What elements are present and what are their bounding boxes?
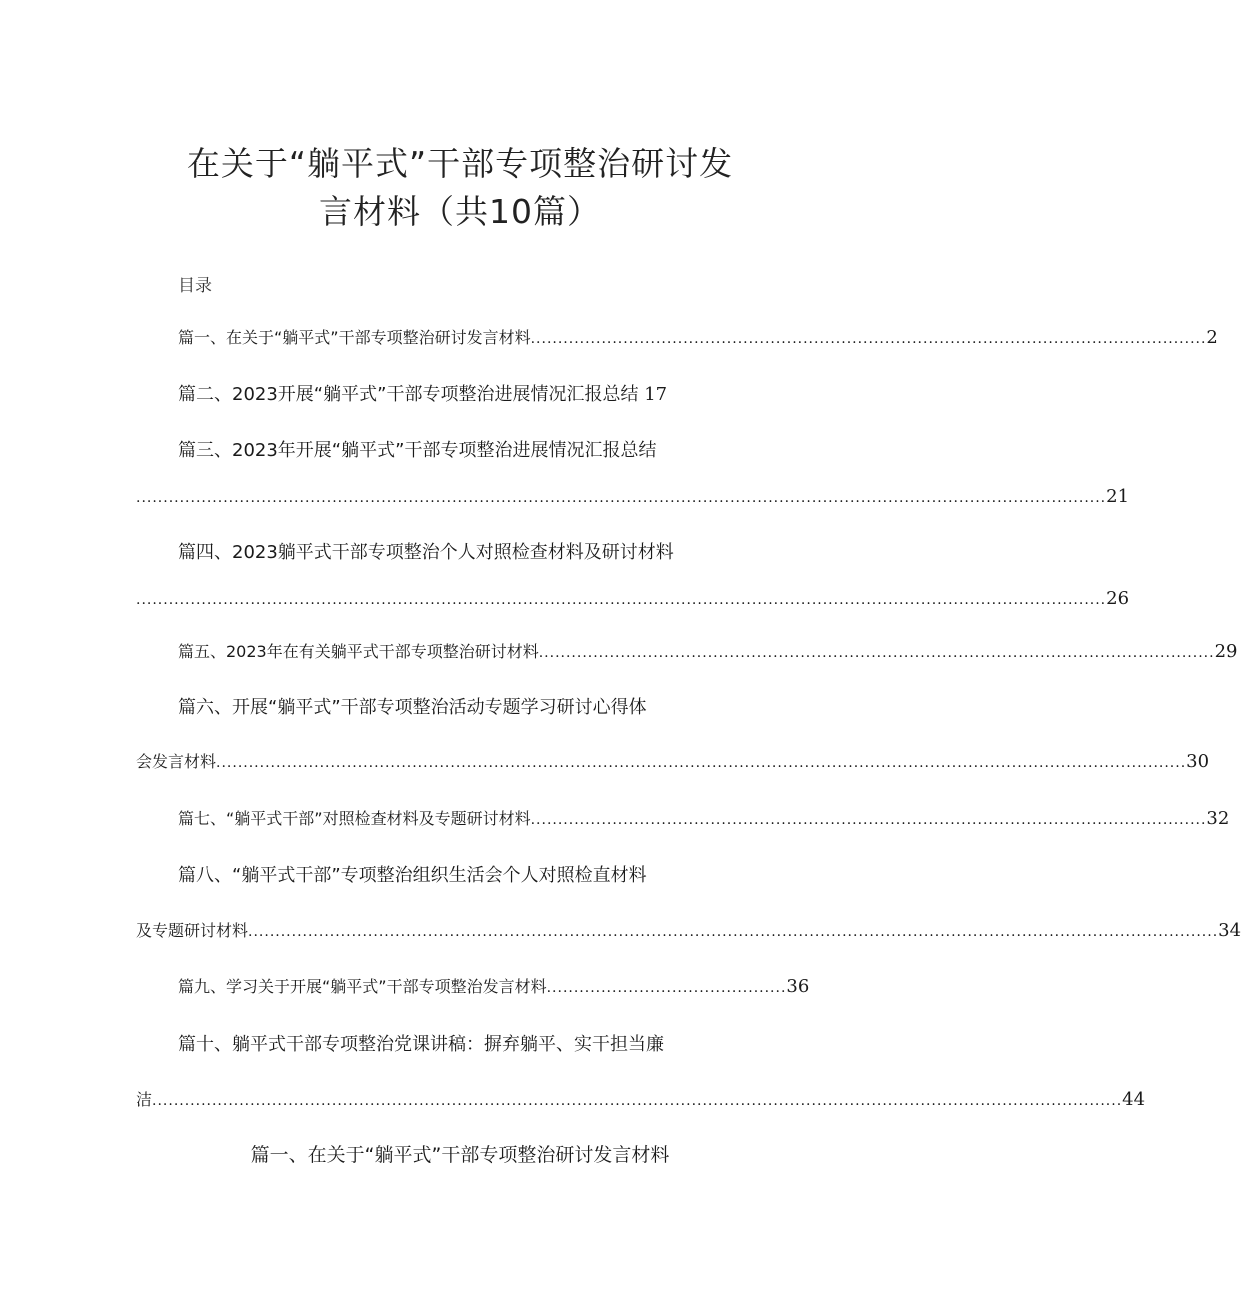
toc-page-number: 44 [1122, 1089, 1146, 1110]
section-title: 篇一、在关于“躺平式”干部专项整治研讨发言材料 [250, 1144, 670, 1166]
toc-entry-5[interactable] [178, 639, 1238, 662]
toc-entry-10-leader-row[interactable] [136, 1087, 1146, 1110]
toc-entry-text: 会发言材料 [136, 752, 217, 771]
toc-entry-text: 及专题研讨材料 [136, 921, 249, 940]
toc-entry-text: 洁 [136, 1090, 153, 1109]
toc-entry-3-leader-row[interactable] [136, 486, 1130, 507]
toc-leader: ............................................................................................................................ [530, 331, 1207, 347]
toc-entry-4-leader-row[interactable] [136, 588, 1130, 609]
toc-leader: ............................................................................................................................ [538, 645, 1215, 661]
toc-entry-text: 篇二、2023开展“躺平式”干部专项整治进展情况汇报总结 [178, 384, 639, 405]
toc-entry-2[interactable] [178, 380, 667, 406]
toc-entry-3-text[interactable]: 篇三、2023年开展“躺平式”干部专项整治进展情况汇报总结 [178, 440, 657, 461]
toc-page-number: 17 [644, 384, 668, 405]
toc-page-number: 21 [1106, 486, 1130, 507]
toc-entry-6-text[interactable]: 篇六、开展“躺平式”干部专项整治活动专题学习研讨心得体 [178, 697, 647, 718]
toc-leader: .................................................................................................................................................................................. [152, 1093, 1123, 1109]
toc-entry-9[interactable] [178, 974, 810, 997]
toc-leader: ............................................ [546, 980, 787, 996]
toc-page-number: 34 [1218, 920, 1241, 941]
toc-entry-8-leader-row[interactable] [136, 918, 1241, 941]
toc-page-number: 26 [1106, 588, 1130, 609]
toc-entry-text: 篇七、“躺平式干部”对照检查材料及专题研讨材料 [178, 809, 531, 828]
toc-leader: .................................................................................................................................................................................. [136, 592, 1107, 608]
toc-entry-text: 篇一、在关于“躺平式”干部专项整治研讨发言材料 [178, 328, 531, 347]
toc-leader: .................................................................................................................................................................................. [216, 755, 1187, 771]
toc-page-number: 29 [1214, 641, 1238, 662]
toc-leader: ............................................................................................................................ [530, 812, 1207, 828]
toc-entry-7[interactable] [178, 806, 1230, 829]
toc-leader: .................................................................................................................................................................................. [248, 924, 1219, 940]
toc-entry-1[interactable] [178, 325, 1218, 348]
toc-entry-text: 篇九、学习关于开展“躺平式”干部专项整治发言材料 [178, 977, 547, 996]
toc-entry-6-leader-row[interactable] [136, 749, 1210, 772]
toc-entry-10-text[interactable]: 篇十、躺平式干部专项整治党课讲稿：摒弃躺平、实干担当廉 [178, 1034, 664, 1055]
toc-page-number: 30 [1186, 751, 1210, 772]
toc-entry-8-text[interactable]: 篇八、“躺平式干部”专项整治组织生活会个人对照检直材料 [178, 865, 647, 886]
toc-page-number: 2 [1206, 327, 1218, 348]
toc-entry-text: 篇五、2023年在有关躺平式干部专项整治研讨材料 [178, 642, 539, 661]
document-title-line-2: 言材料（共10篇） [319, 192, 601, 231]
toc-page-number: 36 [786, 976, 810, 997]
toc-heading: 目录 [178, 276, 212, 296]
toc-leader: .................................................................................................................................................................................. [136, 490, 1107, 506]
toc-entry-4-text[interactable]: 篇四、2023躺平式干部专项整治个人对照检查材料及研讨材料 [178, 542, 674, 563]
document-title-line-1: 在关于“躺平式”干部专项整治研讨发 [186, 144, 734, 183]
toc-page-number: 32 [1206, 808, 1230, 829]
